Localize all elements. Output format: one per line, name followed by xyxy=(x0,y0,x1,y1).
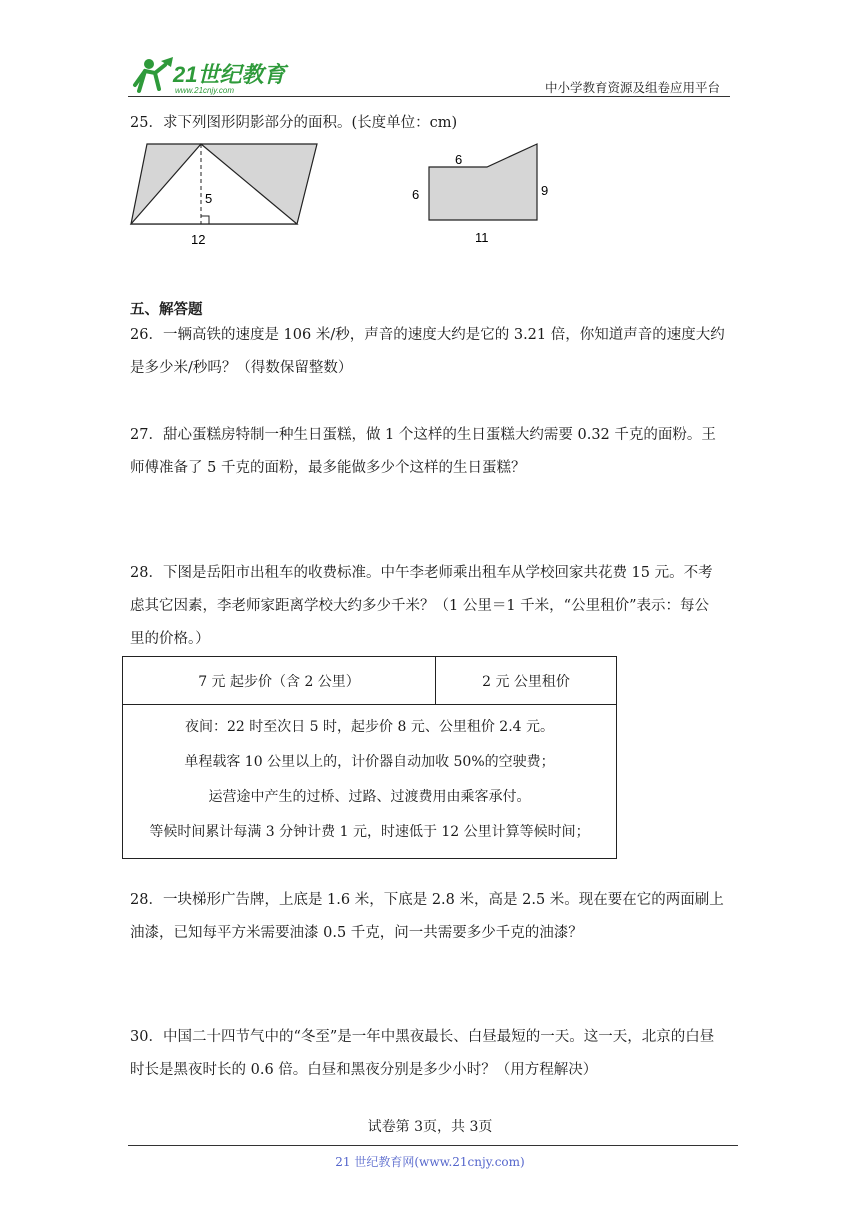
start-price-cell: 7 元 起步价（含 2 公里） xyxy=(123,657,436,705)
q28b-line1: 28．一块梯形广告牌，上底是 1.6 米，下底是 2.8 米，高是 2.5 米。现在要在它的两面刷上 xyxy=(130,892,724,908)
fee-table xyxy=(122,656,617,859)
footer-divider xyxy=(128,1145,738,1146)
q28b-text xyxy=(130,884,730,950)
q28a-line3: 里的价格。） xyxy=(130,631,210,647)
bottom-label: 11 xyxy=(475,230,489,245)
q26-line2: 是多少米/秒吗？（得数保留整数） xyxy=(130,360,353,376)
rules-cell xyxy=(123,705,617,859)
q30-text xyxy=(130,1021,730,1087)
composite-figure xyxy=(405,140,565,250)
logo-text: 21世纪教育 xyxy=(173,62,286,87)
q30-line2: 时长是黑夜时长的 0.6 倍。白昼和黑夜分别是多少小时？（用方程解决） xyxy=(130,1062,598,1078)
composite-shape xyxy=(429,144,537,220)
q27-line2: 师傅准备了 5 千克的面粉，最多能做多少个这样的生日蛋糕？ xyxy=(130,460,526,476)
rule-empty-fee: 单程载客 10 公里以上的，计价器自动加收 50%的空驶费； xyxy=(184,754,555,770)
q26-text xyxy=(130,319,730,385)
logo xyxy=(125,55,290,97)
page-number: 试卷第 3页，共 3页 xyxy=(367,1119,493,1135)
runner-logo-icon xyxy=(135,57,173,91)
q28a-line2: 虑其它因素，李老师家距离学校大约多少千米？（1 公里＝1 千米，“公里租价”表示：每公 xyxy=(130,598,709,614)
platform-name: 中小学教育资源及组卷应用平台 xyxy=(544,80,720,95)
q25-text: 25．求下列图形阴影部分的面积。(长度单位：cm) xyxy=(130,115,458,131)
q27-text xyxy=(130,419,730,485)
q26-line1: 26．一辆高铁的速度是 106 米/秒，声音的速度大约是它的 3.21 倍，你知道声音的速度大约 xyxy=(130,327,725,343)
base-label: 12 xyxy=(191,232,206,247)
section-title: 五、解答题 xyxy=(130,301,203,318)
height-label: 5 xyxy=(205,191,213,206)
q28a-line1: 28．下图是岳阳市出租车的收费标准。中午李老师乘出租车从学校回家共花费 15 元。不考 xyxy=(130,565,713,581)
parallelogram-figure xyxy=(125,140,325,250)
header-divider xyxy=(128,96,730,97)
q28b-line2: 油漆，已知每平方米需要油漆 0.5 千克，问一共需要多少千克的油漆？ xyxy=(130,925,583,941)
top-label: 6 xyxy=(455,152,463,167)
rule-tolls: 运营途中产生的过桥、过路、过渡费用由乘客承付。 xyxy=(208,789,531,805)
q28a-text xyxy=(130,557,730,656)
rule-waiting: 等候时间累计每满 3 分钟计费 1 元，时速低于 12 公里计算等候时间； xyxy=(149,824,590,840)
km-price-cell: 2 元 公里租价 xyxy=(436,657,617,705)
logo-url: www.21cnjy.com xyxy=(175,86,234,95)
rule-night: 夜间：22 时至次日 5 时，起步价 8 元、公里租价 2.4 元。 xyxy=(184,719,555,735)
left-label: 6 xyxy=(412,187,420,202)
q30-line1: 30．中国二十四节气中的“冬至”是一年中黑夜最长、白昼最短的一天。这一天，北京的白昼 xyxy=(130,1029,715,1045)
q27-line1: 27．甜心蛋糕房特制一种生日蛋糕，做 1 个这样的生日蛋糕大约需要 0.32 千克的面粉。王 xyxy=(130,427,716,443)
footer-site: 21 世纪教育网(www.21cnjy.com) xyxy=(335,1155,525,1169)
right-label: 9 xyxy=(541,183,549,198)
